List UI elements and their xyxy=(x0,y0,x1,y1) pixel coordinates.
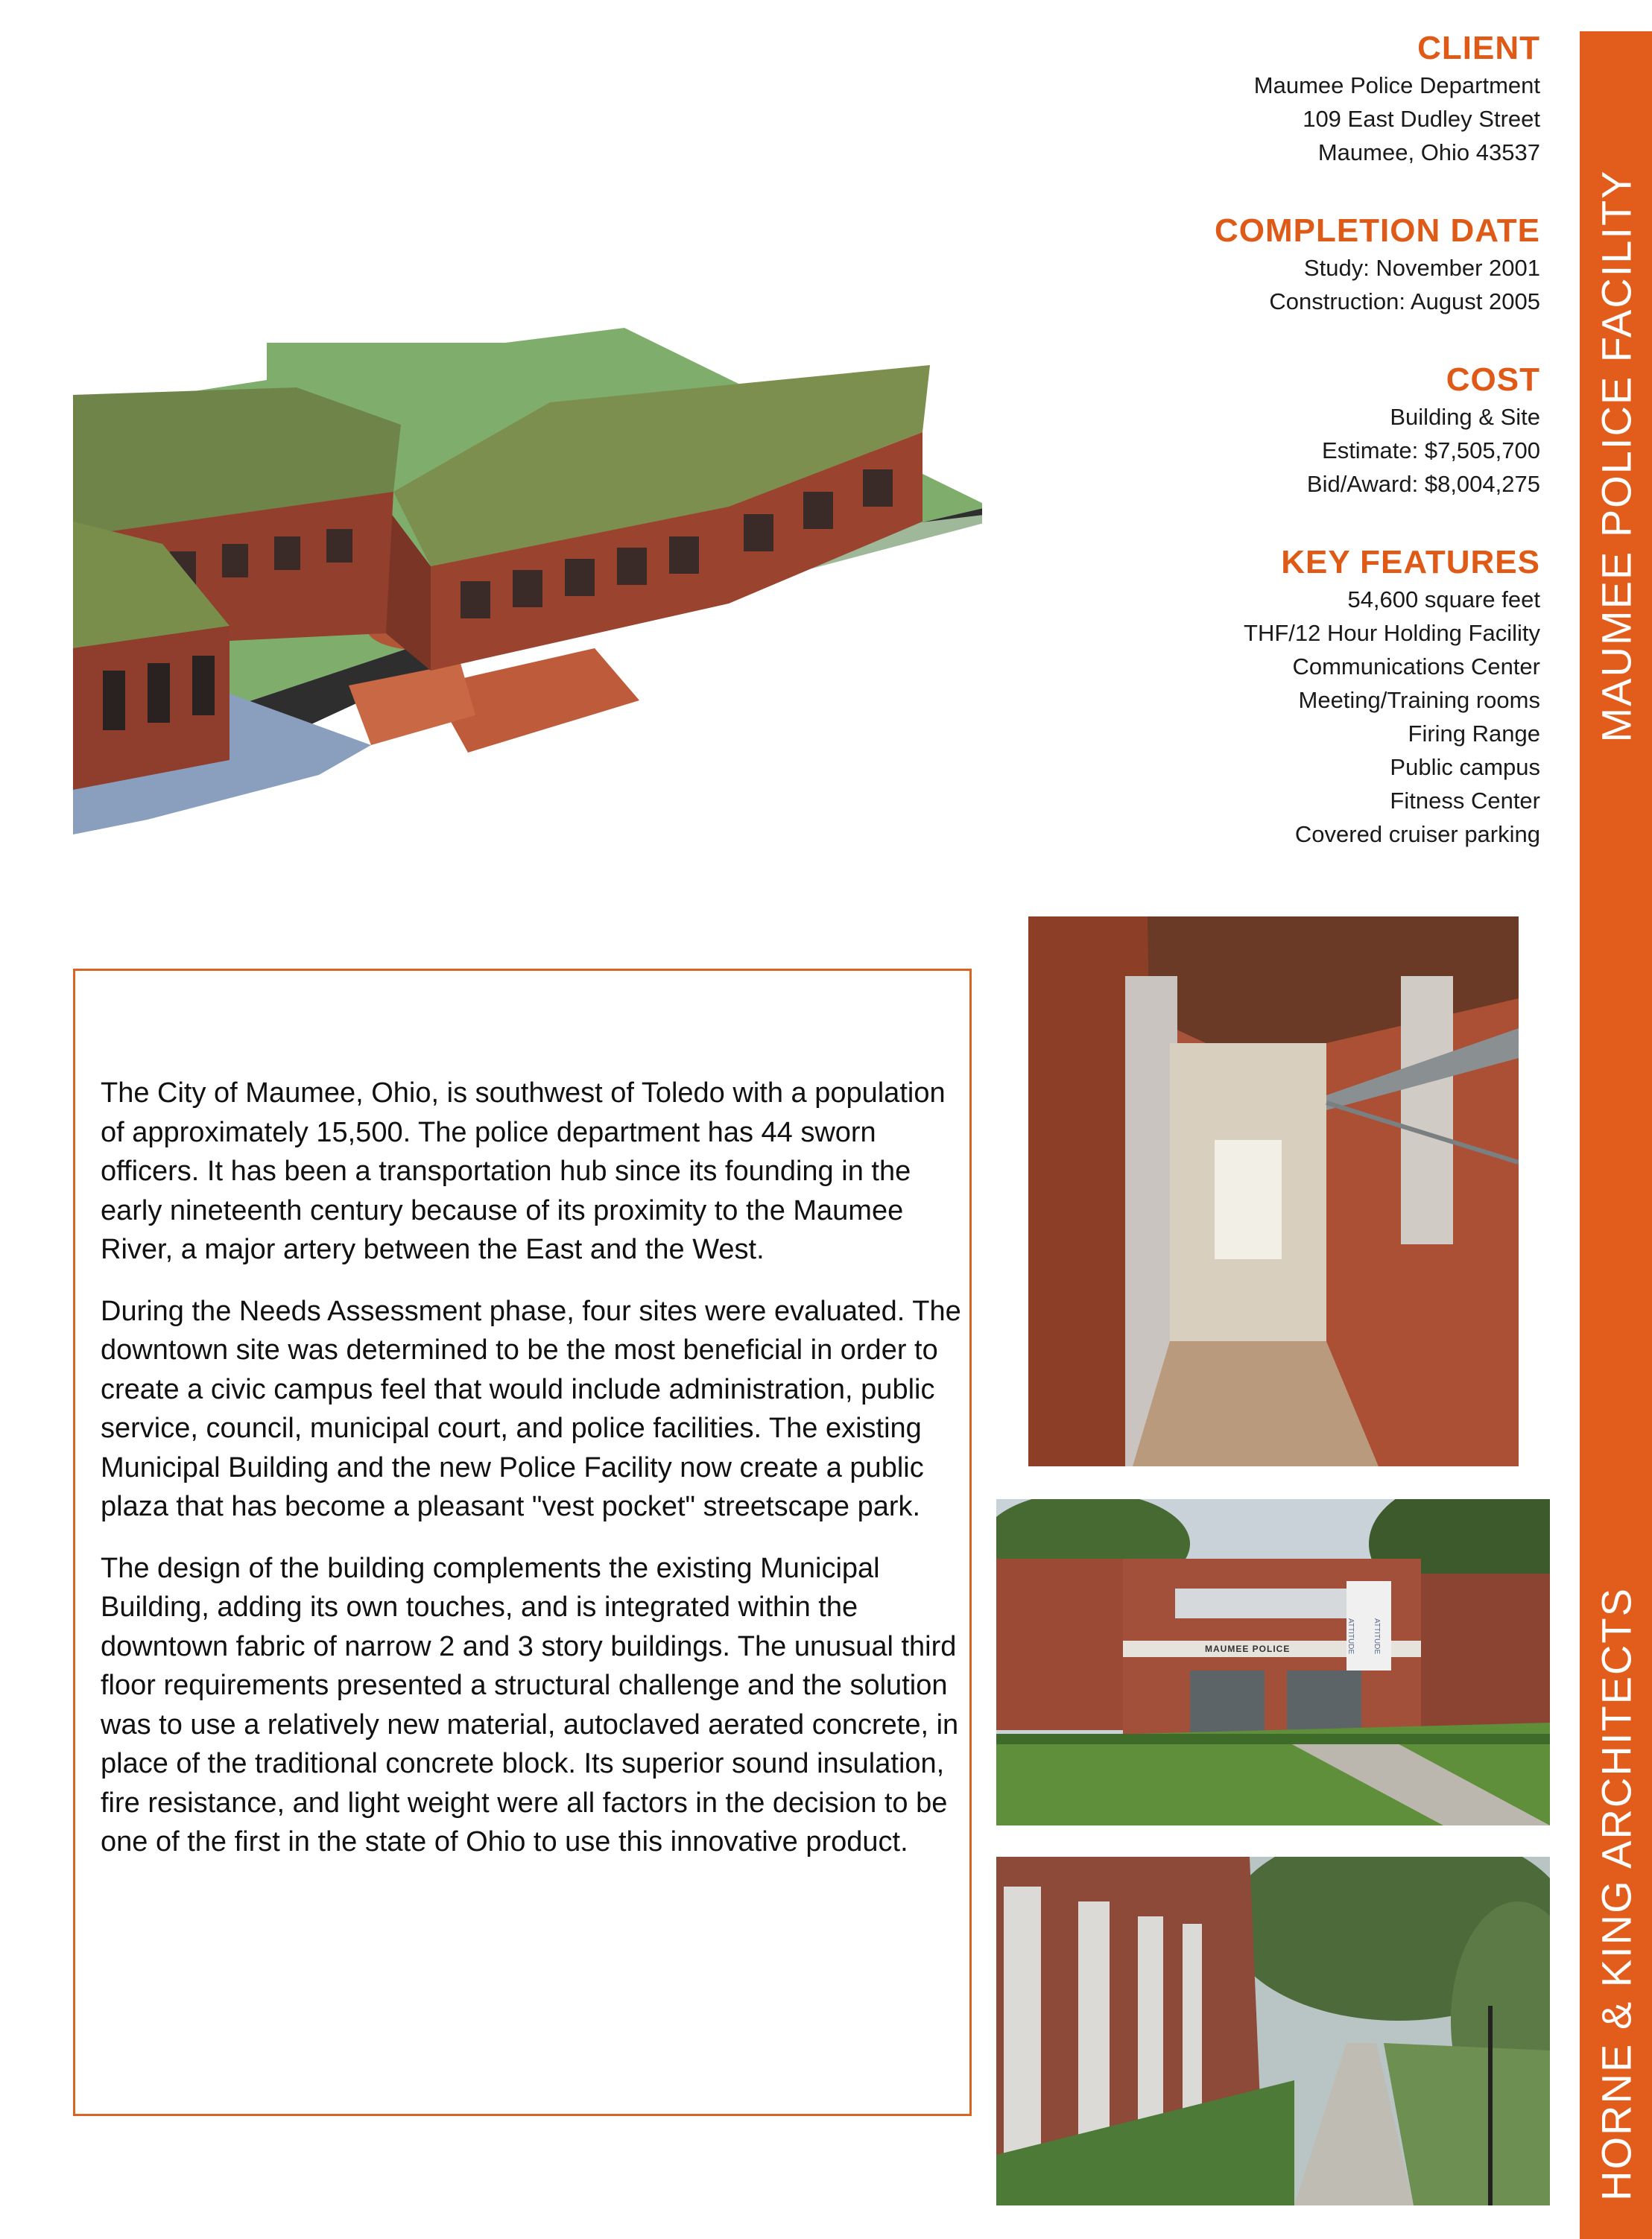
features-block xyxy=(1019,542,1540,851)
banner-text: ATTITUDE xyxy=(1346,1618,1355,1655)
building-sign: MAUMEE POLICE xyxy=(1205,1644,1291,1654)
completion-line: Construction: August 2005 xyxy=(1269,288,1540,314)
client-line: 109 East Dudley Street xyxy=(1303,106,1540,132)
cost-block xyxy=(1019,360,1540,501)
sidebar-project-title: MAUMEE POLICE FACILITY xyxy=(1592,169,1639,743)
completion-line: Study: November 2001 xyxy=(1303,255,1540,281)
client-line: Maumee, Ohio 43537 xyxy=(1317,139,1540,165)
completion-heading: COMPLETION DATE xyxy=(1214,212,1540,249)
feature-item: Communications Center xyxy=(1292,653,1540,680)
client-heading: CLIENT xyxy=(1417,30,1540,66)
features-heading: KEY FEATURES xyxy=(1281,544,1540,580)
colonnade-walkway-photo xyxy=(996,1857,1550,2205)
description-body xyxy=(101,1074,965,1884)
description-paragraph: The City of Maumee, Ohio, is southwest of Toledo with a population of approximately 15,500. The police department has 44 sworn officers. It has been a transportation hub since its founding in the early nineteenth century because of its proximity to the Maumee River, a major artery between the East and the West. xyxy=(101,1077,946,1265)
project-description-box xyxy=(73,969,972,2116)
sidebar-firm-name: HORNE & KING ARCHITECTS xyxy=(1592,1587,1639,2201)
feature-item: Covered cruiser parking xyxy=(1294,821,1540,847)
description-paragraph: During the Needs Assessment phase, four sites were evaluated. The downtown site was determined to be the most beneficial in order to create a civic campus feel that would include administration, public service, council, municipal court, and police facilities. The existing Municipal Building and the new Police Facility now create a public plaza that has become a pleasant "vest pocket" streetscape park. xyxy=(101,1295,961,1522)
cost-line: Estimate: $7,505,700 xyxy=(1322,437,1540,463)
cost-heading: COST xyxy=(1446,361,1540,398)
client-block xyxy=(1019,28,1540,169)
feature-item: Firing Range xyxy=(1408,721,1540,747)
completion-block xyxy=(1019,211,1540,318)
exterior-entrance-photo xyxy=(996,1499,1550,1825)
aerial-rendering xyxy=(73,298,982,835)
client-line: Maumee Police Department xyxy=(1253,72,1540,98)
sidebar-band xyxy=(1580,31,1652,2239)
banner-text: ATTITUDE xyxy=(1373,1618,1381,1655)
feature-item: THF/12 Hour Holding Facility xyxy=(1244,620,1540,646)
feature-item: 54,600 square feet xyxy=(1347,586,1540,612)
project-info xyxy=(1019,28,1540,893)
feature-item: Public campus xyxy=(1390,754,1540,780)
description-paragraph: The design of the building complements the existing Municipal Building, adding its own touches, and is integrated within the downtown fabric of narrow 2 and 3 story buildings. The unusual third floor requirements presented a structural challenge and the solution was to use a relatively new material, autoclaved aerated concrete, in place of the traditional concrete block. Its superior sound insulation, fire resistance, and light weight were all factors in the decision to be one of the first in the state of Ohio to use this innovative product. xyxy=(101,1552,959,1858)
cost-line: Bid/Award: $8,004,275 xyxy=(1306,471,1540,497)
feature-item: Meeting/Training rooms xyxy=(1298,687,1540,713)
cost-line: Building & Site xyxy=(1390,404,1540,430)
feature-item: Fitness Center xyxy=(1390,788,1540,814)
interior-atrium-photo xyxy=(1028,916,1519,1466)
entrance-signage xyxy=(996,1499,1550,1825)
